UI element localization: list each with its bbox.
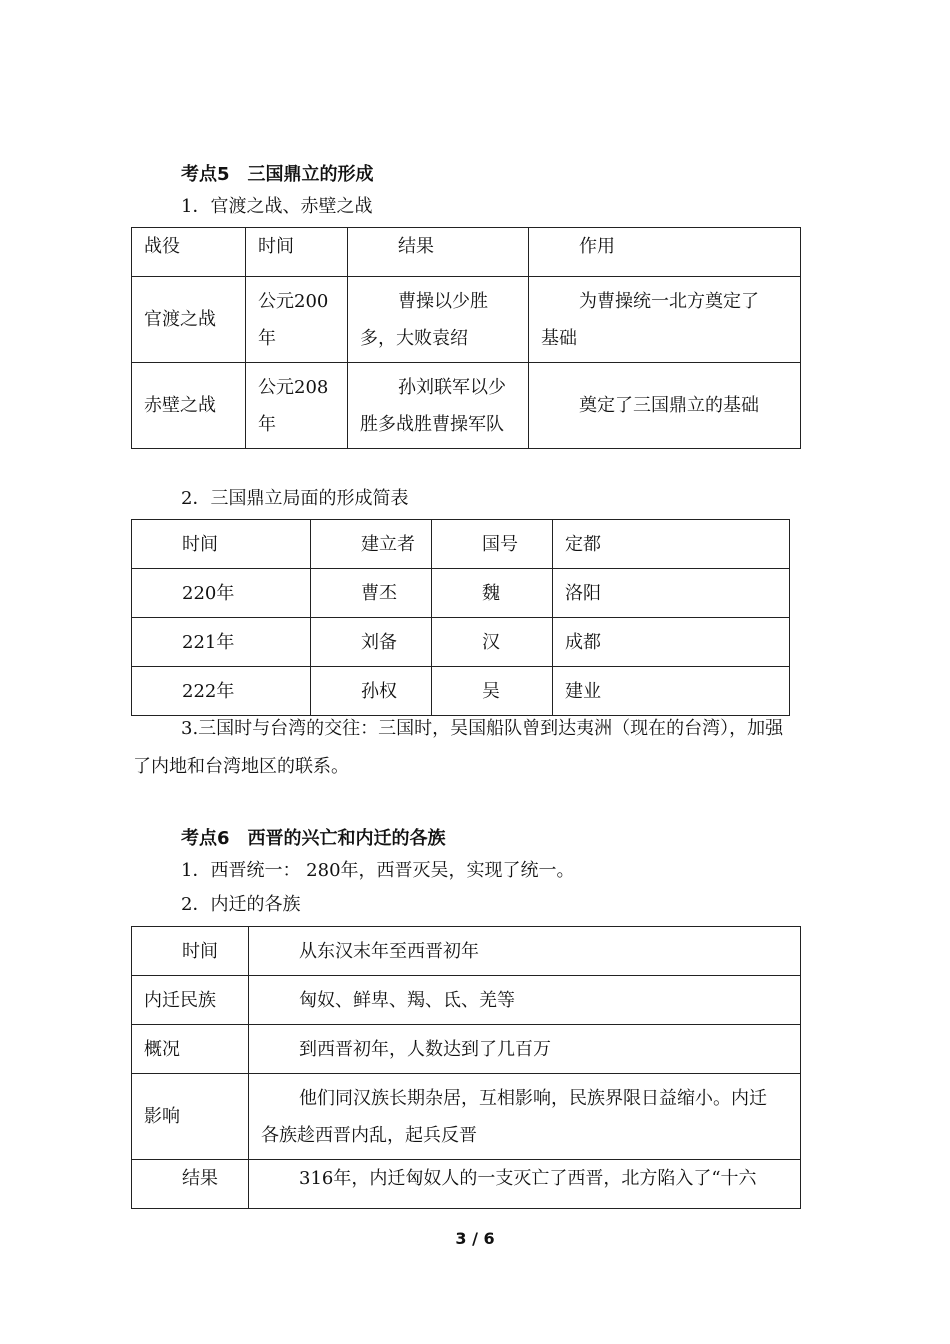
header-cell: 战役 <box>132 228 246 277</box>
table-cell: 奠定了三国鼎立的基础 <box>529 363 801 449</box>
table-cell: 建业 <box>553 667 790 716</box>
table-cell: 316年，内迁匈奴人的一支灭亡了西晋，北方陷入了“十六 <box>249 1160 801 1209</box>
table-cell: 匈奴、鲜卑、羯、氐、羌等 <box>249 976 801 1025</box>
table-cell: 为曹操统一北方奠定了 基础 <box>529 277 801 363</box>
table-cell: 洛阳 <box>553 569 790 618</box>
migrant-peoples-table <box>131 926 801 1209</box>
table-row <box>132 976 801 1025</box>
table-cell: 孙权 <box>311 667 432 716</box>
row-label: 影响 <box>132 1074 249 1160</box>
table-cell: 魏 <box>432 569 553 618</box>
table-row <box>132 927 801 976</box>
header-cell: 时间 <box>246 228 348 277</box>
table-cell: 汉 <box>432 618 553 667</box>
table-cell: 公元200 年 <box>246 277 348 363</box>
table-row <box>132 667 790 716</box>
table-cell: 吴 <box>432 667 553 716</box>
taiwan-paragraph-line2: 了内地和台湾地区的联系。 <box>133 756 349 777</box>
subheading-battles: 1．官渡之战、赤壁之战 <box>181 196 373 217</box>
table-cell: 公元208 年 <box>246 363 348 449</box>
table-cell: 刘备 <box>311 618 432 667</box>
table-cell: 成都 <box>553 618 790 667</box>
table-cell: 曹丕 <box>311 569 432 618</box>
table-row <box>132 1025 801 1074</box>
table-cell: 222年 <box>132 667 311 716</box>
header-cell: 结果 <box>348 228 529 277</box>
table-row <box>132 1160 801 1209</box>
table-row <box>132 363 801 449</box>
subheading-migrant-peoples: 2．内迁的各族 <box>181 894 301 915</box>
header-cell: 建立者 <box>311 520 432 569</box>
page-number: 3 / 6 <box>455 1229 495 1248</box>
table-header-row <box>132 520 790 569</box>
header-cell: 作用 <box>529 228 801 277</box>
table-cell: 到西晋初年，人数达到了几百万 <box>249 1025 801 1074</box>
table-header-row <box>132 228 801 277</box>
table-row <box>132 277 801 363</box>
table-cell: 官渡之战 <box>132 277 246 363</box>
row-label: 时间 <box>132 927 249 976</box>
table-cell: 孙刘联军以少 胜多战胜曹操军队 <box>348 363 529 449</box>
row-label: 概况 <box>132 1025 249 1074</box>
header-cell: 时间 <box>132 520 311 569</box>
table-cell: 他们同汉族长期杂居，互相影响，民族界限日益缩小。内迁 各族趁西晋内乱，起兵反晋 <box>249 1074 801 1160</box>
section-heading-5: 考点5 三国鼎立的形成 <box>181 164 374 185</box>
header-cell: 定都 <box>553 520 790 569</box>
taiwan-paragraph-line1: 3.三国时与台湾的交往：三国时，吴国船队曾到达夷洲（现在的台湾），加强 <box>181 718 784 739</box>
header-cell: 国号 <box>432 520 553 569</box>
table-row <box>132 569 790 618</box>
table-cell: 221年 <box>132 618 311 667</box>
table-cell: 赤壁之战 <box>132 363 246 449</box>
battles-table <box>131 227 801 449</box>
three-kingdoms-table <box>131 519 790 716</box>
row-label: 结果 <box>132 1160 249 1209</box>
table-cell: 从东汉末年至西晋初年 <box>249 927 801 976</box>
table-cell: 220年 <box>132 569 311 618</box>
subheading-unification: 1．西晋统一： 280年，西晋灭吴，实现了统一。 <box>181 860 575 881</box>
row-label: 内迁民族 <box>132 976 249 1025</box>
section-heading-6: 考点6 西晋的兴亡和内迁的各族 <box>181 828 446 849</box>
subheading-three-kingdoms: 2．三国鼎立局面的形成简表 <box>181 488 409 509</box>
table-cell: 曹操以少胜 多，大败袁绍 <box>348 277 529 363</box>
table-row <box>132 1074 801 1160</box>
table-row <box>132 618 790 667</box>
